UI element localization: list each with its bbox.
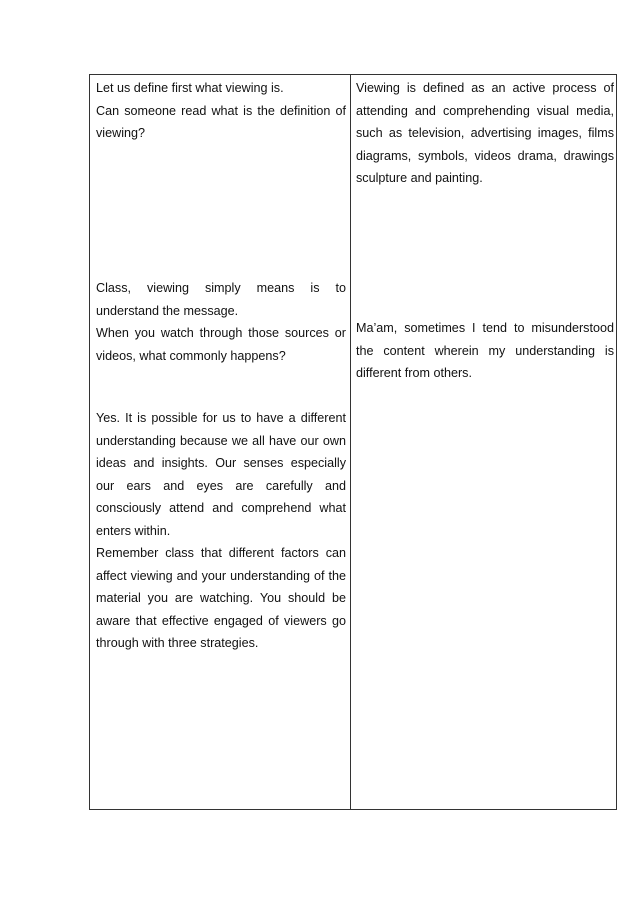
teacher-block-meaning [96, 277, 346, 367]
teacher-block-definition [96, 77, 346, 145]
student-block-definition [356, 77, 614, 190]
teacher-line: Let us define first what viewing is. [96, 81, 284, 95]
student-paragraph: Ma’am, sometimes I tend to misunderstood the content wherein my understanding is different from others. [356, 321, 614, 380]
column-divider [350, 75, 351, 809]
student-paragraph: Viewing is defined as an active process of attending and comprehending visual media, such as television, advertising images, films diagrams, symbols, videos drama, drawings sculpture and painting. [356, 81, 614, 185]
student-block-response [356, 317, 614, 385]
teacher-line: Can someone read what is the definition of viewing? [96, 103, 346, 140]
teacher-paragraph: Yes. It is possible for us to have a different understanding because we all have our own ideas and insights. Our senses especially our ears and eyes are carefully and consciously attend and comprehend what enters within. [96, 411, 346, 538]
teacher-line: Class, viewing simply means is to [96, 281, 346, 295]
teacher-paragraph: Remember class that different factors can affect viewing and your understanding of the material you are watching. You should be aware that effective engaged of viewers go through with three strategies. [96, 546, 346, 650]
teacher-line: When you watch through those sources or videos, what commonly happens? [96, 326, 346, 363]
teacher-block-explanation [96, 407, 346, 655]
teacher-line: understand the message. [96, 303, 239, 318]
lesson-table [89, 74, 617, 810]
